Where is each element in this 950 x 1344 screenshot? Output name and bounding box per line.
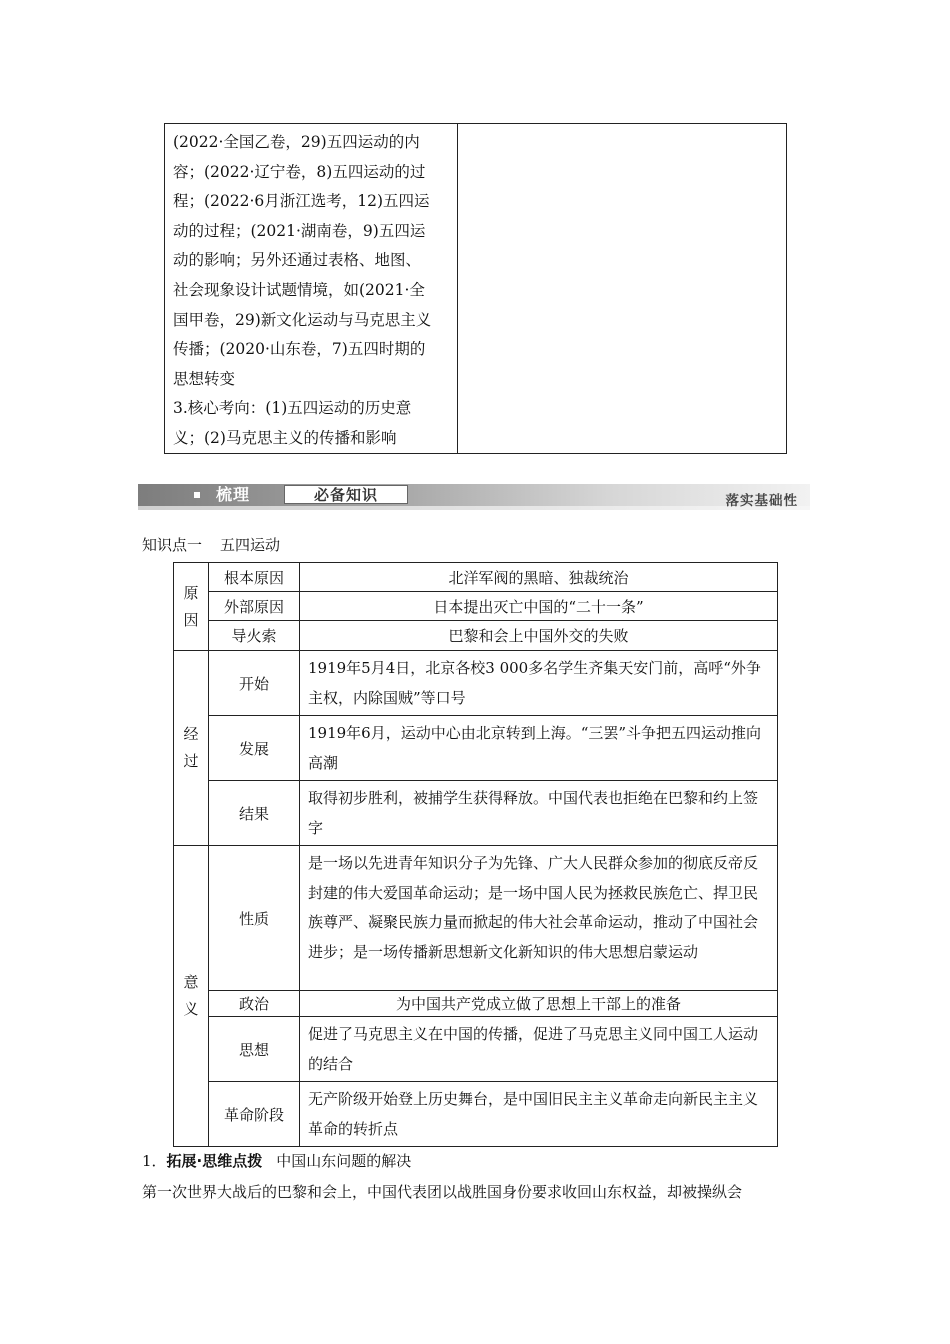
section-banner: [138, 484, 810, 512]
banner-right-label: 落实基础性: [725, 493, 798, 509]
content-cell: 北洋军阀的黑暗、独裁统治: [300, 563, 778, 592]
text-line: 国甲卷，29)新文化运动与马克思主义: [173, 310, 432, 329]
table-row: [174, 563, 778, 592]
text-line: (2022·全国乙卷，29)五四运动的内: [173, 133, 420, 151]
knowledge-point-label: 知识点一: [142, 536, 203, 554]
content-cell: 为中国共产党成立做了思想上干部上的准备: [300, 991, 778, 1017]
table-row: [174, 621, 778, 651]
column-divider: [457, 124, 458, 453]
text-line: 程；(2022·6月浙江选考，12)五四运: [173, 192, 430, 211]
sub-cell: 外部原因: [209, 592, 300, 621]
sub-cell: 政治: [209, 991, 300, 1017]
table-row: [174, 781, 778, 846]
text-line: 动的影响；另外还通过表格、地图、: [173, 251, 422, 270]
text-line: 容；(2022·辽宁卷，8)五四运动的过: [173, 162, 426, 181]
text-line: 社会现象设计试题情境，如(2021·全: [173, 280, 425, 299]
sub-cell: 思想: [209, 1017, 300, 1082]
sub-cell: 革命阶段: [209, 1082, 300, 1147]
content-cell: 取得初步胜利，被捕学生获得释放。中国代表也拒绝在巴黎和约上签字: [300, 781, 778, 846]
sub-cell: 发展: [209, 716, 300, 781]
text-line: 思想转变: [173, 369, 236, 388]
table-row: [174, 1017, 778, 1082]
content-cell: 促进了马克思主义在中国的传播，促进了马克思主义同中国工人运动的结合: [300, 1017, 778, 1082]
content-cell: 是一场以先进青年知识分子为先锋、广大人民群众参加的彻底反帝反封建的伟大爱国革命运动；是一场中国人民为拯救民族危亡、捍卫民族尊严、凝聚民族力量而掀起的伟大社会革命运动，推动了中国社会进步；是一场传播新思想新文化新知识的伟大思想启蒙运动: [300, 846, 778, 991]
knowledge-point-heading: [142, 535, 280, 555]
square-bullet-icon: [194, 492, 200, 498]
may-fourth-table: [173, 562, 778, 1147]
extension-number: 1．: [142, 1152, 167, 1170]
sub-cell: 结果: [209, 781, 300, 846]
content-cell: 无产阶级开始登上历史舞台，是中国旧民主主义革命走向新民主主义革命的转折点: [300, 1082, 778, 1147]
text-line: 传播；(2020·山东卷，7)五四时期的: [173, 340, 426, 359]
text-line: 动的过程；(2021·湖南卷，9)五四运: [173, 221, 426, 240]
banner-title: 梳理: [216, 485, 251, 504]
text-line: 3.核心考向：(1)五四运动的历史意: [173, 399, 412, 418]
sub-cell: 开始: [209, 651, 300, 716]
extension-paragraph: 第一次世界大战后的巴黎和会上，中国代表团以战胜国身份要求收回山东权益，却被操纵会: [142, 1183, 743, 1201]
text-line: 义；(2)马克思主义的传播和影响: [173, 428, 397, 447]
knowledge-point-title: 五四运动: [220, 536, 281, 554]
category-cell-process: 经过: [174, 651, 209, 846]
extension-heading: [142, 1150, 411, 1172]
content-cell: 1919年5月4日，北京各校3 000多名学生齐集天安门前，高呼“外争主权，内除国贼”等口号: [300, 651, 778, 716]
table-row: [174, 651, 778, 716]
table-row: [174, 592, 778, 621]
category-cell-meaning: 意义: [174, 846, 209, 1147]
content-cell: 1919年6月，运动中心由北京转到上海。“三罢”斗争把五四运动推向高潮: [300, 716, 778, 781]
sub-cell: 导火索: [209, 621, 300, 651]
sub-cell: 性质: [209, 846, 300, 991]
banner-underline: [138, 506, 810, 510]
top-table: [164, 123, 787, 454]
table-row: [174, 716, 778, 781]
table-row: [174, 846, 778, 991]
table-row: [174, 991, 778, 1017]
extension-title: 中国山东问题的解决: [276, 1152, 412, 1170]
content-cell: 巴黎和会上中国外交的失败: [300, 621, 778, 651]
table-row: [174, 1082, 778, 1147]
banner-box-label: 必备知识: [284, 485, 408, 504]
exam-analysis-text: [173, 128, 453, 454]
extension-label: 拓展·思维点拨: [166, 1152, 263, 1170]
category-cell-cause: 原因: [174, 563, 209, 651]
sub-cell: 根本原因: [209, 563, 300, 592]
content-cell: 日本提出灭亡中国的“二十一条”: [300, 592, 778, 621]
